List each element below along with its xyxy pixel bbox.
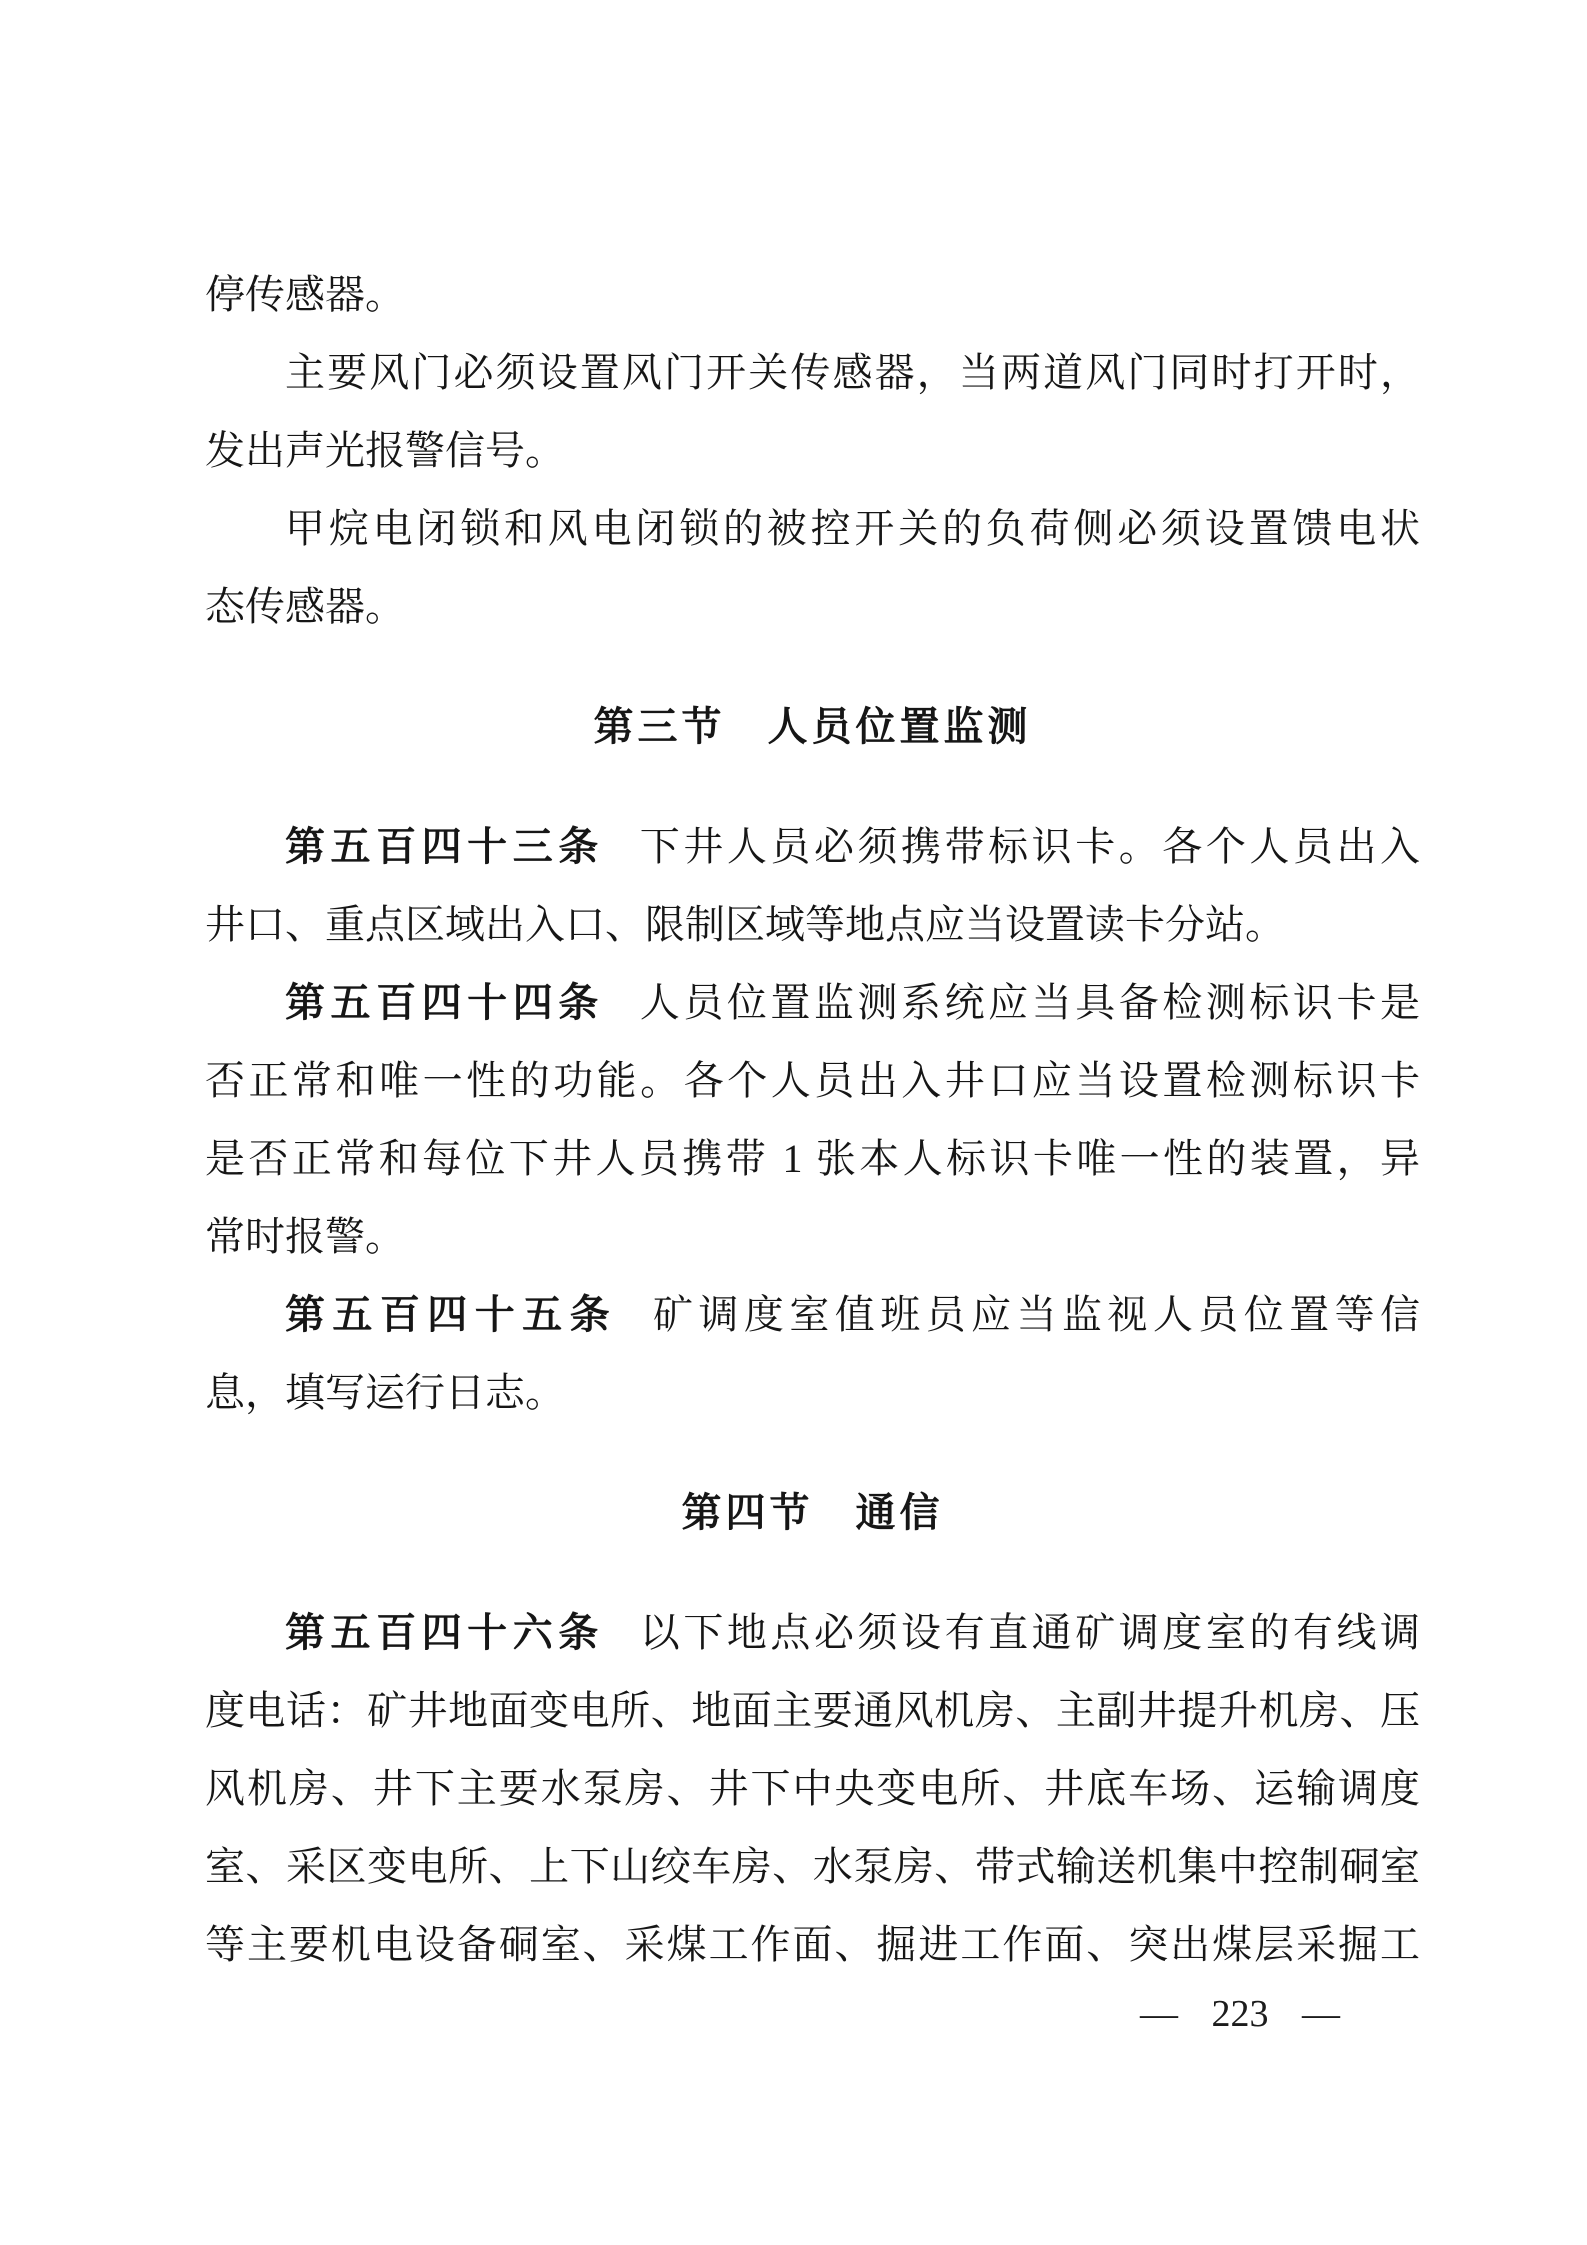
body-line: 态传感器。 [205, 584, 405, 629]
body-line: 风机房、井下主要水泵房、井下中央变电所、井底车场、运输调度 [205, 1766, 1420, 1811]
article-text: 下井人员必须携带标识卡。各个人员出入 [639, 824, 1421, 869]
article-first-line [205, 808, 1420, 886]
section-heading [205, 1474, 1420, 1552]
body-line: 等主要机电设备硐室、采煤工作面、掘进工作面、突出煤层采掘工 [205, 1922, 1420, 1967]
body-line: 停传感器。 [205, 272, 405, 317]
body-line: 息，填写运行日志。 [205, 1370, 565, 1415]
article-number: 第五百四十五条 [285, 1293, 618, 1337]
paragraph-first-line: 主要风门必须设置风门开关传感器，当两道风门同时打开时， [285, 350, 1420, 395]
body-line: 井口、重点区域出入口、限制区域等地点应当设置读卡分站。 [205, 902, 1285, 947]
body-line: 常时报警。 [205, 1214, 405, 1259]
body-line: 室、采区变电所、上下山绞车房、水泵房、带式输送机集中控制硐室 [205, 1844, 1420, 1889]
section-number: 第四节 [681, 1491, 814, 1535]
article-text: 矿调度室值班员应当监视人员位置等信 [653, 1292, 1421, 1337]
body-line: 是否正常和每位下井人员携带 1 张本人标识卡唯一性的装置，异 [205, 1136, 1420, 1181]
article-number: 第五百四十三条 [285, 825, 604, 869]
article-text: 以下地点必须设有直通矿调度室的有线调 [639, 1610, 1421, 1655]
paragraph-first-line: 甲烷电闭锁和风电闭锁的被控开关的负荷侧必须设置馈电状 [285, 506, 1420, 551]
body-line: 否正常和唯一性的功能。各个人员出入井口应当设置检测标识卡 [205, 1058, 1420, 1103]
article-first-line [205, 1594, 1420, 1672]
body-line: 发出声光报警信号。 [205, 428, 565, 473]
article-first-line [205, 1276, 1420, 1354]
page-number: — 223 — [1140, 1993, 1340, 2035]
section-number: 第三节 [593, 705, 726, 749]
section-title: 人员位置监测 [767, 705, 1032, 749]
section-title: 通信 [855, 1491, 944, 1535]
document-body [205, 256, 1420, 1984]
body-line: 度电话：矿井地面变电所、地面主要通风机房、主副井提升机房、压 [205, 1688, 1420, 1733]
section-heading [205, 688, 1420, 766]
article-number: 第五百四十六条 [285, 1611, 604, 1655]
article-first-line [205, 964, 1420, 1042]
article-text: 人员位置监测系统应当具备检测标识卡是 [639, 980, 1421, 1025]
article-number: 第五百四十四条 [285, 981, 604, 1025]
